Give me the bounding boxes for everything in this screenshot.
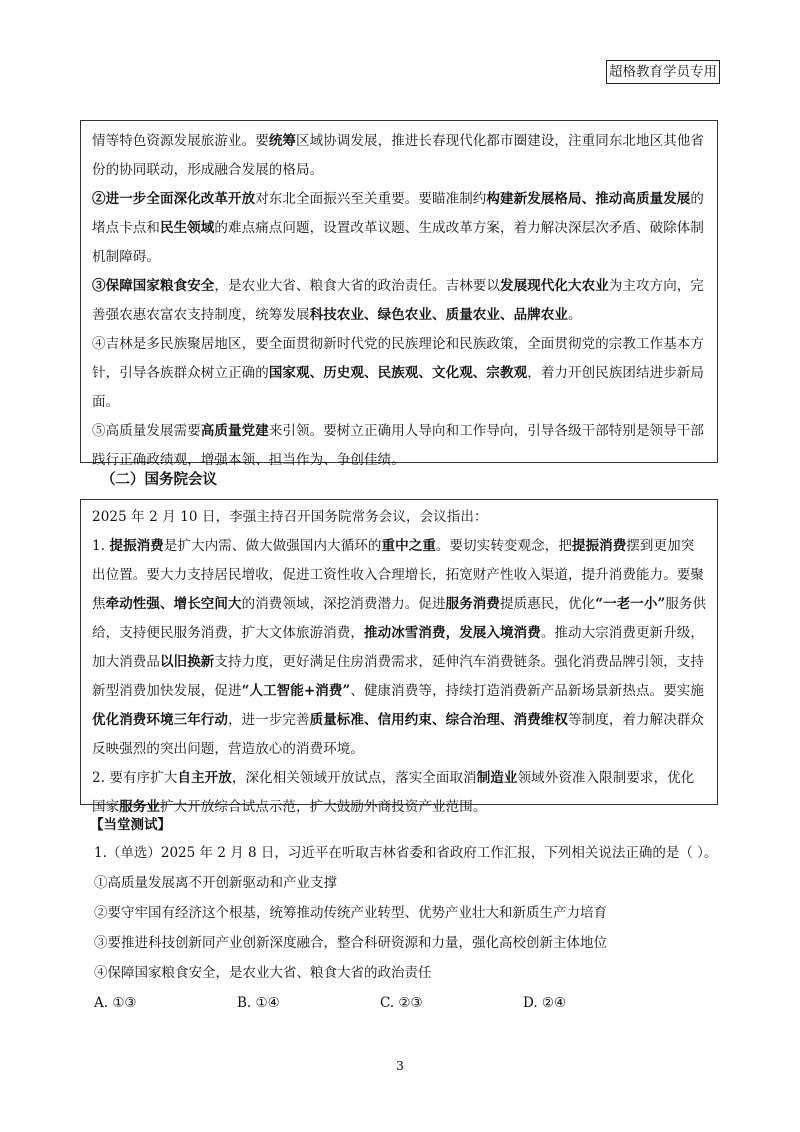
meeting-point-1: 1. 提振消费是扩大内需、做大做强国内大循环的重中之重。要切实转变观念，把提振消费摆到更加突出位置。要大力支持居民增收，促进工资性收入合理增长，拓宽财产性收入渠道，提升消费能力。要聚焦牵动性强、增长空间大的消费领域，深挖消费潜力。促进服务消费提质惠民，优化“一老一小”服务供给，支持便民服务消费，扩大文体旅游消费，推动冰雪消费，发展入境消费。推动大宗消费更新升级，加大消费品以旧换新支持力度，更好满足住房消费需求，延伸汽车消费链条。强化消费品牌引领，支持新型消费加快发展，促进“人工智能+消费”、健康消费等，持续打造消费新产品新场景新热点。要实施优化消费环境三年行动，进一步完善质量标准、信用约束、综合治理、消费维权等制度，着力解决群众反映强烈的突出问题，营造放心的消费环境。 <box>92 538 707 757</box>
option-a[interactable]: A. ①③ <box>94 995 137 1011</box>
header-tag: 超格教育学员专用 <box>606 60 720 84</box>
paragraph-1: 情等特色资源发展旅游业。要统筹区域协调发展，推进长春现代化都市圈建设，注重同东北地区其他省份的协同联动，形成融合发展的格局。 <box>92 133 705 178</box>
paragraph-3: ③保障国家粮食安全，是农业大省、粮食大省的政治责任。吉林要以发展现代化大农业为主攻方向，完善强农惠农富农支持制度，统筹发展科技农业、绿色农业、质量农业、品牌农业。 <box>92 278 705 323</box>
question-item: ①高质量发展离不开创新驱动和产业支撑 <box>94 875 337 891</box>
meeting-intro: 2025 年 2 月 10 日，李强主持召开国务院常务会议，会议指出： <box>92 509 488 525</box>
option-d[interactable]: D. ②④ <box>523 995 567 1011</box>
option-c[interactable]: C. ②③ <box>380 995 423 1011</box>
meeting-point-2: 2. 要有序扩大自主开放，深化相关领域开放试点，落实全面取消制造业领域外资准入限制要求，优化国家服务业扩大开放综合试点示范，扩大鼓励外商投资产业范围。 <box>92 770 695 815</box>
test-title: 【当堂测试】 <box>90 817 171 833</box>
question-stem: 1.（单选）2025 年 2 月 8 日，习近平在听取吉林省委和省政府工作汇报，下列相关说法正确的是（ ）。 <box>94 845 718 861</box>
test-section <box>80 812 740 1018</box>
question-item: ④保障国家粮食安全，是农业大省、粮食大省的政治责任 <box>94 965 432 981</box>
page-number: 3 <box>396 1058 404 1073</box>
content-box-jilin <box>80 120 718 468</box>
answer-options <box>94 988 740 1018</box>
content-box-state-council <box>80 499 718 815</box>
paragraph-5: ⑤高质量发展需要高质量党建来引领。要树立正确用人导向和工作导向，引导各级干部特别是领导干部践行正确政绩观，增强本领、担当作为、争创佳绩。 <box>92 423 705 468</box>
option-b[interactable]: B. ①④ <box>237 995 280 1011</box>
question-item: ③要推进科技创新同产业创新深度融合，整合科研资源和力量，强化高校创新主体地位 <box>94 935 607 951</box>
question-item: ②要守牢国有经济这个根基，统筹推动传统产业转型、优势产业壮大和新质生产力培育 <box>94 905 607 921</box>
paragraph-4: ④吉林是多民族聚居地区，要全面贯彻新时代党的民族理论和民族政策，全面贯彻党的宗教工作基本方针，引导各族群众树立正确的国家观、历史观、民族观、文化观、宗教观，着力开创民族团结进步新局面。 <box>92 336 705 410</box>
section-title: （二）国务院会议 <box>101 471 217 488</box>
paragraph-2: ②进一步全面深化改革开放对东北全面振兴至关重要。要瞄准制约构建新发展格局、推动高质量发展的堵点卡点和民生领域的难点痛点问题，设置改革议题、生成改革方案，着力解决深层次矛盾、破除体制机制障碍。 <box>92 191 705 265</box>
